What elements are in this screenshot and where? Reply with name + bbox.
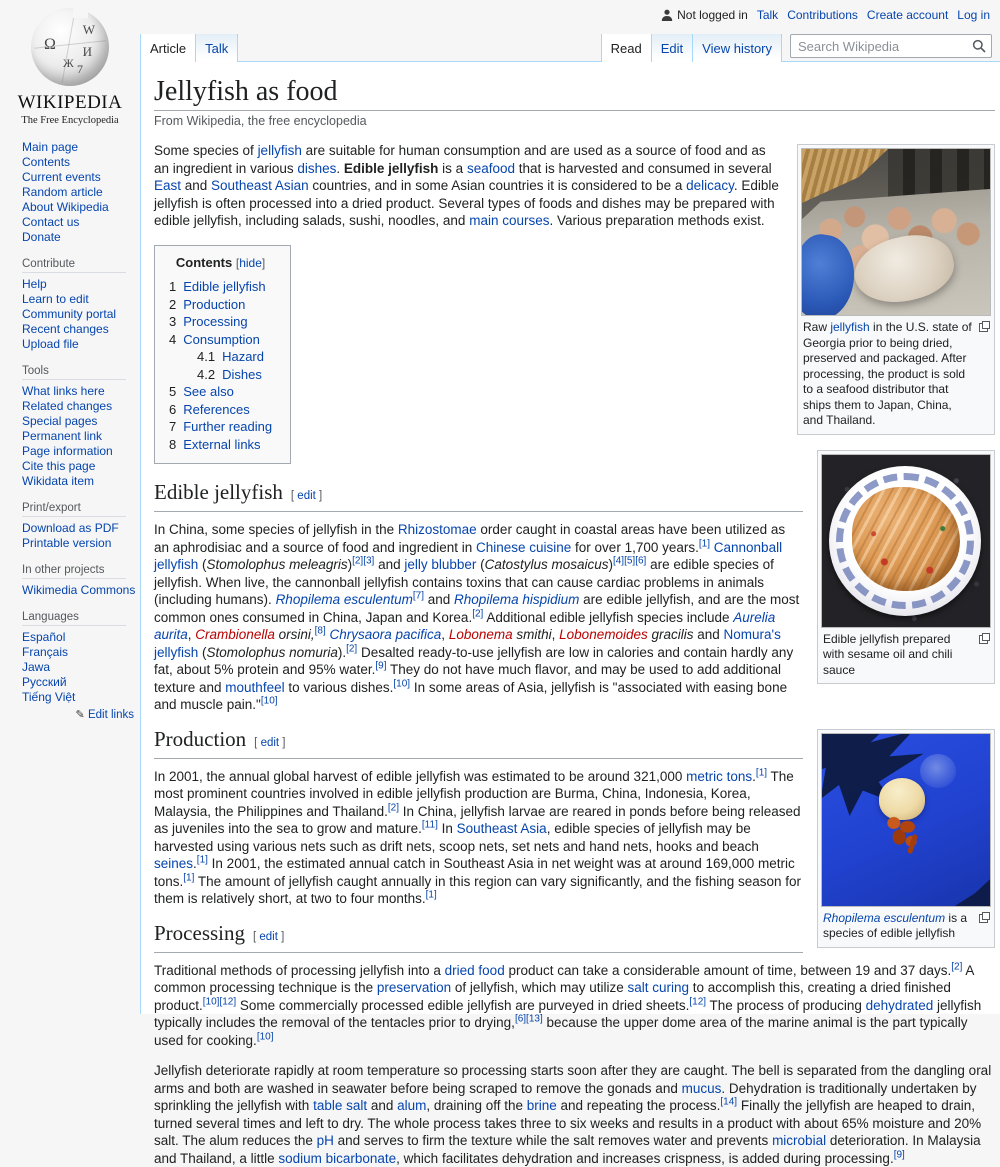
text-span: ,: [551, 627, 560, 642]
sidebar-section-contribute: Contribute: [22, 258, 126, 273]
text-span: and: [693, 627, 724, 642]
sidebar-item-donate[interactable]: Donate: [22, 230, 61, 244]
text-span: Raw: [803, 320, 831, 334]
text-span: of jellyfish, which may utilize: [451, 980, 628, 995]
reference-citation[interactable]: [10]: [260, 695, 278, 707]
wikipedia-tagline: The Free Encyclopedia: [21, 115, 119, 126]
text-span: in the U.S. state of Georgia prior to being dried, preserved and packaged. After processing, the product is sold to a seafood distributor that ships them to Japan, China, and Thailand.: [803, 320, 972, 427]
toc-item: 8 External links: [169, 436, 261, 452]
search-box: [790, 34, 992, 58]
wikipedia-wordmark: WIKIPEDIA: [17, 92, 123, 113]
search-input[interactable]: [798, 36, 966, 56]
reference-citation[interactable]: [1]: [183, 872, 195, 883]
figure-caption: [821, 907, 991, 944]
reference-citation[interactable]: [10][12]: [202, 996, 237, 1007]
inline-link[interactable]: sodium bicarbonate: [278, 1150, 397, 1166]
toc-link-external-links[interactable]: External links: [183, 436, 261, 452]
text-span: . Dehydration is traditionally undertaken by sprinkling the jellyfish with: [154, 1080, 977, 1113]
personal-toolbar: [661, 8, 990, 22]
sidebar-item-main-page[interactable]: Main page: [22, 140, 79, 154]
text-span: .: [193, 856, 197, 871]
tabs-row: [140, 32, 1000, 62]
sidebar-item-printable-version[interactable]: Printable version: [22, 536, 112, 550]
inline-link[interactable]: main courses: [469, 213, 550, 228]
text-span: The amount of jellyfish caught annually in this region can vary significantly, and the fishing season for them is relatively short, at two to four months.: [154, 873, 802, 906]
inline-link[interactable]: Nomura's jellyfish: [154, 627, 781, 660]
inline-link[interactable]: microbial: [772, 1133, 827, 1148]
text-span: and serves to firm the texture while the salt removes water and prevents: [333, 1133, 773, 1148]
sidebar-item-contact-us[interactable]: Contact us: [22, 215, 80, 229]
edit-section-link[interactable]: edit: [260, 736, 280, 749]
reference-citation[interactable]: [10]: [256, 1031, 274, 1042]
sidebar-item-lang-vietnamese[interactable]: Tiếng Việt: [22, 690, 76, 704]
text-span: ): [347, 557, 353, 572]
toc-link-hazard[interactable]: Hazard: [222, 349, 264, 364]
globe-glyph: И: [82, 44, 92, 59]
text-span: ).: [337, 644, 347, 660]
text-span: for over 1,700 years.: [571, 539, 699, 555]
text-span: and: [367, 1098, 398, 1113]
processing-paragraph-1: [154, 962, 995, 1050]
text-span: Additional edible jellyfish species include: [483, 609, 734, 625]
sidebar-item-upload-file[interactable]: Upload file: [22, 337, 79, 351]
table-of-contents: Contents [hide] 1 Edible jellyfish 2 Production 3 Processing 4 Consumption 4.1 Hazard 4.2 Dishes 5 See also 6 References 7 Further reading 8 External links: [154, 245, 291, 465]
toc-link-see-also[interactable]: See also: [183, 384, 234, 399]
user-icon: [661, 9, 673, 21]
reference-citation[interactable]: [7]: [412, 590, 425, 602]
inline-link[interactable]: jelly blubber: [404, 557, 477, 572]
text-span: (: [198, 557, 207, 572]
sidebar-item-lang-espanol[interactable]: Español: [22, 630, 66, 644]
content-area: [140, 62, 1000, 1166]
sidebar-section-other-projects: In other projects: [22, 564, 126, 579]
reference-citation[interactable]: [2]: [387, 802, 400, 813]
inline-link[interactable]: Chrysaora pacifica: [329, 627, 442, 642]
edit-section-link[interactable]: edit: [259, 930, 278, 943]
inline-link[interactable]: seafood: [466, 160, 515, 176]
inline-link[interactable]: alum: [397, 1098, 427, 1113]
sidebar-item-special-pages[interactable]: Special pages: [22, 414, 98, 428]
text-span: In China, some species of jellyfish in the: [154, 522, 398, 537]
sidebar-item-wikidata-item[interactable]: Wikidata item: [22, 474, 95, 488]
toc-item: 4.1 Hazard: [197, 349, 264, 364]
toc-item: 7 Further reading: [169, 419, 273, 434]
inline-link[interactable]: Lobonemoides: [559, 627, 648, 642]
log-in-link[interactable]: Log in: [957, 8, 990, 22]
text-span: and: [181, 178, 212, 193]
personal-talk-link[interactable]: Talk: [756, 8, 779, 22]
text-span: Some commercially processed edible jellyfish are purveyed in dried sheets.: [236, 997, 690, 1013]
text-span: . Edible jellyfish is often processed into a dried product. Several types of foods and dishes may be prepared with edible jellyfish, including salads, sushi, noodles, and: [154, 178, 779, 228]
toc-item: 1 Edible jellyfish: [169, 279, 266, 294]
sidebar-item-help[interactable]: Help: [22, 277, 47, 291]
inline-link[interactable]: Chinese cuisine: [475, 539, 572, 555]
text-span: are suitable for human consumption and are used as a source of food and as an ingredient in various: [154, 143, 766, 176]
reference-citation[interactable]: [10]: [393, 678, 411, 689]
text-span: ): [608, 557, 613, 572]
text-span: ,: [187, 627, 196, 642]
sidebar-section-tools: Tools: [22, 365, 126, 380]
inline-link[interactable]: Rhopilema hispidium: [454, 592, 580, 607]
text-span: orsini,: [274, 627, 315, 642]
sidebar-item-lang-francais[interactable]: Français: [22, 645, 69, 659]
inline-link[interactable]: jellyfish: [257, 143, 302, 158]
text-span: In 2001, the annual global harvest of edible jellyfish was estimated to be around 321,000: [154, 768, 687, 784]
text-span: Edible jellyfish: [343, 160, 439, 176]
text-span: In China, jellyfish larvae are reared in ponds before being released as juveniles into the sea to grow and mature.: [154, 803, 801, 836]
sidebar-item-what-links-here[interactable]: What links here: [22, 384, 105, 398]
text-span: are edible species of jellyfish. When live, the cannonball jellyfish contains toxins that can cause cardiac problems in animals (including humans).: [154, 557, 774, 607]
text-span: ,: [441, 627, 449, 642]
inline-link[interactable]: salt curing: [627, 980, 690, 995]
reference-citation[interactable]: [1]: [196, 854, 208, 866]
sidebar-item-page-information[interactable]: Page information: [22, 444, 113, 458]
reference-citation[interactable]: [1]: [425, 889, 437, 901]
reference-citation[interactable]: [8]: [314, 625, 326, 637]
toc-link-processing[interactable]: Processing: [183, 314, 248, 329]
text-span: Desalted ready-to-use jellyfish are low in calories and contain hardly any fat, about 5% protein and 95% water.: [154, 644, 794, 677]
prepared-jellyfish-image[interactable]: [821, 454, 991, 628]
text-span: Stomolophus meleagris: [206, 557, 348, 572]
text-span: , edible species of jellyfish may be harvested using various nets such as drift nets, scoop nets, set nets and hand nets, hooks and beach: [154, 821, 759, 854]
raw-jellyfish-image[interactable]: [801, 148, 991, 316]
reference-citation[interactable]: [11]: [421, 819, 438, 831]
text-span: (: [476, 557, 485, 572]
tab-read[interactable]: Read: [601, 34, 651, 63]
text-span: (: [198, 644, 207, 660]
tab-talk[interactable]: Talk: [195, 34, 238, 62]
toc-link-consumption[interactable]: Consumption: [183, 331, 260, 347]
edit-section-link[interactable]: edit: [297, 490, 316, 502]
text-span: Some species of: [154, 143, 258, 158]
text-span: In: [437, 821, 457, 836]
text-span: A common processing technique is the: [154, 962, 974, 995]
text-span: Catostylus mosaicus: [484, 557, 609, 572]
inline-link[interactable]: Lobonema: [448, 627, 513, 642]
text-span: because the upper dome area of the marine animal is the part typically used for cooking.: [154, 1015, 968, 1048]
figure-caption: [821, 628, 991, 681]
inline-link[interactable]: mucus: [681, 1080, 722, 1096]
figure-prepared-jellyfish: [817, 450, 995, 685]
processing-paragraph-2: [154, 1062, 995, 1167]
sidebar-item-lang-russian[interactable]: Русский: [22, 675, 67, 689]
text-span: In some areas of Asia, jellyfish is "associated with easing bone and muscle pain.": [154, 679, 788, 712]
globe-glyph: Ж: [63, 56, 74, 70]
toc-link-dishes[interactable]: Dishes: [222, 366, 262, 382]
pencil-icon: ✎: [75, 709, 85, 721]
inline-link[interactable]: Cannonball jellyfish: [154, 539, 783, 572]
sidebar-section-languages: Languages: [22, 611, 126, 626]
toc-link-edible-jellyfish[interactable]: Edible jellyfish: [183, 279, 266, 294]
inline-link[interactable]: Aurelia aurita: [154, 609, 776, 642]
text-span: They do not have much flavor, and may be used to add additional texture and: [154, 662, 782, 695]
inline-link[interactable]: Rhopilema esculentum: [275, 592, 413, 607]
reference-citation[interactable]: [2]: [346, 643, 358, 654]
sidebar-nav: [0, 126, 140, 721]
sidebar-item-permanent-link[interactable]: Permanent link: [22, 429, 103, 443]
toc-hide-toggle[interactable]: hide: [239, 255, 262, 270]
reference-citation[interactable]: [12]: [689, 996, 707, 1007]
search-icon[interactable]: [972, 39, 986, 53]
text-span: Jellyfish deteriorate rapidly at room temperature so processing starts soon after they are caught. The bell is separated from the dangling oral arms and both are washed in seawater before being scraped to remove the gonads and: [154, 1063, 992, 1096]
toc-item: 4 Consumption: [169, 331, 260, 347]
inline-link[interactable]: seines: [154, 856, 194, 871]
reference-citation[interactable]: [9]: [375, 660, 387, 672]
globe-glyph: 7: [77, 62, 83, 76]
sidebar-item-current-events[interactable]: Current events: [22, 170, 101, 184]
toc-item: 6 References: [169, 401, 250, 417]
text-span: Stomolophus nomuria: [206, 644, 338, 660]
reference-citation[interactable]: [2]: [472, 608, 484, 619]
sidebar-item-lang-jawa[interactable]: Jawa: [22, 660, 51, 674]
enlarge-icon[interactable]: [979, 633, 990, 644]
text-span: deterioration. In Malaysia and Thailand, a little: [154, 1133, 981, 1166]
contributions-link[interactable]: Contributions: [787, 8, 858, 22]
text-span: Traditional methods of processing jellyfish into a: [154, 962, 445, 978]
section-heading-edible-jellyfish: Edible jellyfish [ edit ]: [154, 480, 803, 512]
text-span: countries, and in some Asian countries it is considered to be a: [308, 178, 687, 193]
sidebar-item-random-article[interactable]: Random article: [22, 185, 103, 199]
inline-link[interactable]: dried food: [444, 962, 505, 978]
reference-citation[interactable]: [1]: [698, 538, 710, 549]
inline-link[interactable]: preservation: [376, 980, 452, 995]
toc-link-further-reading[interactable]: Further reading: [183, 419, 273, 434]
sidebar-item-related-changes[interactable]: Related changes: [22, 399, 113, 413]
inline-link[interactable]: Rhopilema esculentum: [823, 910, 946, 925]
inline-link[interactable]: dishes: [297, 160, 337, 176]
sidebar-item-community-portal[interactable]: Community portal: [22, 307, 117, 321]
globe-glyph: W: [82, 22, 95, 37]
sidebar: [0, 0, 140, 1000]
sidebar-item-cite-this-page[interactable]: Cite this page: [22, 459, 96, 473]
text-span: smithi: [512, 627, 552, 642]
reference-citation[interactable]: [1]: [755, 767, 768, 778]
text-span: Finally the jellyfish are heaped to drain, turned several times and left to dry. The whole process takes three to six weeks and results in a product with about 65% moisture and 20% salt. The alum reduces the: [154, 1098, 982, 1148]
section-heading-production: Production [ edit ]: [154, 727, 803, 759]
inline-link[interactable]: Southeast Asian: [211, 178, 309, 193]
text-span: . Various preparation methods exist.: [549, 213, 765, 228]
enlarge-icon[interactable]: [979, 321, 990, 332]
toc-item: 5 See also: [169, 384, 234, 399]
text-span: order caught in coastal areas have been utilized as an aphrodisiac and a source of food and ingredient in: [154, 522, 786, 555]
inline-link[interactable]: jellyfish: [830, 320, 870, 334]
text-span: and repeating the process.: [556, 1098, 721, 1113]
reference-citation[interactable]: [9]: [893, 1149, 905, 1160]
inline-link[interactable]: metric tons: [686, 768, 753, 784]
reference-citation[interactable]: [2]: [951, 961, 963, 972]
text-span: The most prominent countries involved in edible jellyfish production are Burma, China, Indonesia, Korea, Malaysia, the Philippines and Thailand.: [154, 768, 794, 819]
text-span: .: [336, 160, 344, 176]
top-chrome: [0, 0, 1000, 62]
inline-link[interactable]: brine: [526, 1098, 557, 1113]
sidebar-item-recent-changes[interactable]: Recent changes: [22, 322, 109, 336]
site-subtitle: From Wikipedia, the free encyclopedia: [154, 114, 367, 128]
sidebar-item-about-wikipedia[interactable]: About Wikipedia: [22, 200, 109, 214]
tab-article[interactable]: Article: [140, 34, 195, 63]
create-account-link[interactable]: Create account: [866, 8, 949, 22]
text-span: and: [424, 592, 455, 607]
sidebar-section-print-export: Print/export: [22, 502, 126, 517]
reference-citation[interactable]: [2][3]: [352, 555, 375, 567]
rhopilema-image[interactable]: [821, 733, 991, 907]
inline-link[interactable]: Southeast Asia: [456, 821, 547, 836]
text-span: gracilis: [647, 627, 694, 642]
toc-item: 4.2 Dishes: [197, 366, 262, 382]
text-span: to various dishes.: [284, 679, 394, 695]
text-span: Edible jellyfish prepared with sesame oil and chili sauce: [823, 631, 953, 677]
edit-links-button[interactable]: ✎ Edit links: [75, 709, 134, 721]
text-span: is a: [438, 160, 467, 176]
inline-link[interactable]: table salt: [313, 1098, 368, 1113]
inline-link[interactable]: Rhizostomae: [397, 522, 477, 537]
toc-link-production[interactable]: Production: [183, 296, 246, 312]
inline-link[interactable]: delicacy: [686, 178, 734, 193]
text-span: to accomplish this, creating a dried finished product.: [154, 980, 951, 1013]
toc-item: 2 Production: [169, 296, 246, 312]
toc-item: 3 Processing: [169, 314, 248, 329]
tab-view-history[interactable]: View history: [692, 34, 782, 62]
toc-link-references[interactable]: References: [183, 401, 250, 417]
text-span: product can take a considerable amount of time, between 19 and 37 days.: [504, 962, 952, 978]
text-span: , which facilitates dehydration and increases crispness, is added during processing.: [396, 1150, 894, 1166]
text-span: and: [374, 557, 405, 572]
figure-caption: [801, 316, 991, 431]
text-span: jellyfish typically includes the removal of the tentacles prior to drying,: [154, 997, 982, 1030]
sidebar-item-wikimedia-commons[interactable]: Wikimedia Commons: [22, 583, 136, 597]
text-span: , draining off the: [426, 1098, 527, 1113]
login-status: Not logged in: [661, 8, 748, 22]
reference-citation[interactable]: [4][5][6]: [612, 555, 647, 567]
text-span: that is harvested and consumed in several: [514, 160, 772, 176]
globe-glyph: Ω: [44, 36, 56, 53]
inline-link[interactable]: pH: [316, 1133, 334, 1148]
toc-title: Contents: [175, 254, 233, 270]
enlarge-icon[interactable]: [979, 912, 990, 923]
sidebar-item-download-as-pdf[interactable]: Download as PDF: [22, 521, 119, 535]
inline-link[interactable]: mouthfeel: [225, 679, 285, 695]
reference-citation[interactable]: [14]: [720, 1096, 738, 1108]
figure-raw-jellyfish: [797, 144, 995, 435]
inline-link[interactable]: dehydrated: [865, 997, 934, 1013]
section-heading-processing: Processing [ edit ]: [154, 921, 803, 953]
text-span: .: [752, 768, 756, 784]
sidebar-item-learn-to-edit[interactable]: Learn to edit: [22, 292, 89, 306]
tab-edit[interactable]: Edit: [651, 34, 692, 62]
page-title: Jellyfish as food: [154, 76, 995, 111]
text-span: The process of producing: [706, 997, 866, 1013]
sidebar-item-contents[interactable]: Contents: [22, 155, 71, 169]
text-span: are edible jellyfish, and are the most common ones consumed in China, Japan and Korea.: [154, 592, 800, 625]
inline-link[interactable]: East: [154, 178, 182, 193]
reference-citation[interactable]: [6][13]: [514, 1013, 543, 1025]
figure-rhopilema: [817, 729, 995, 948]
inline-link[interactable]: Crambionella: [195, 627, 275, 642]
text-span: is a species of edible jellyfish: [823, 910, 968, 940]
text-span: In 2001, the estimated annual catch in Southeast Asia in net weight was at around 169,000 metric tons.: [154, 856, 795, 889]
